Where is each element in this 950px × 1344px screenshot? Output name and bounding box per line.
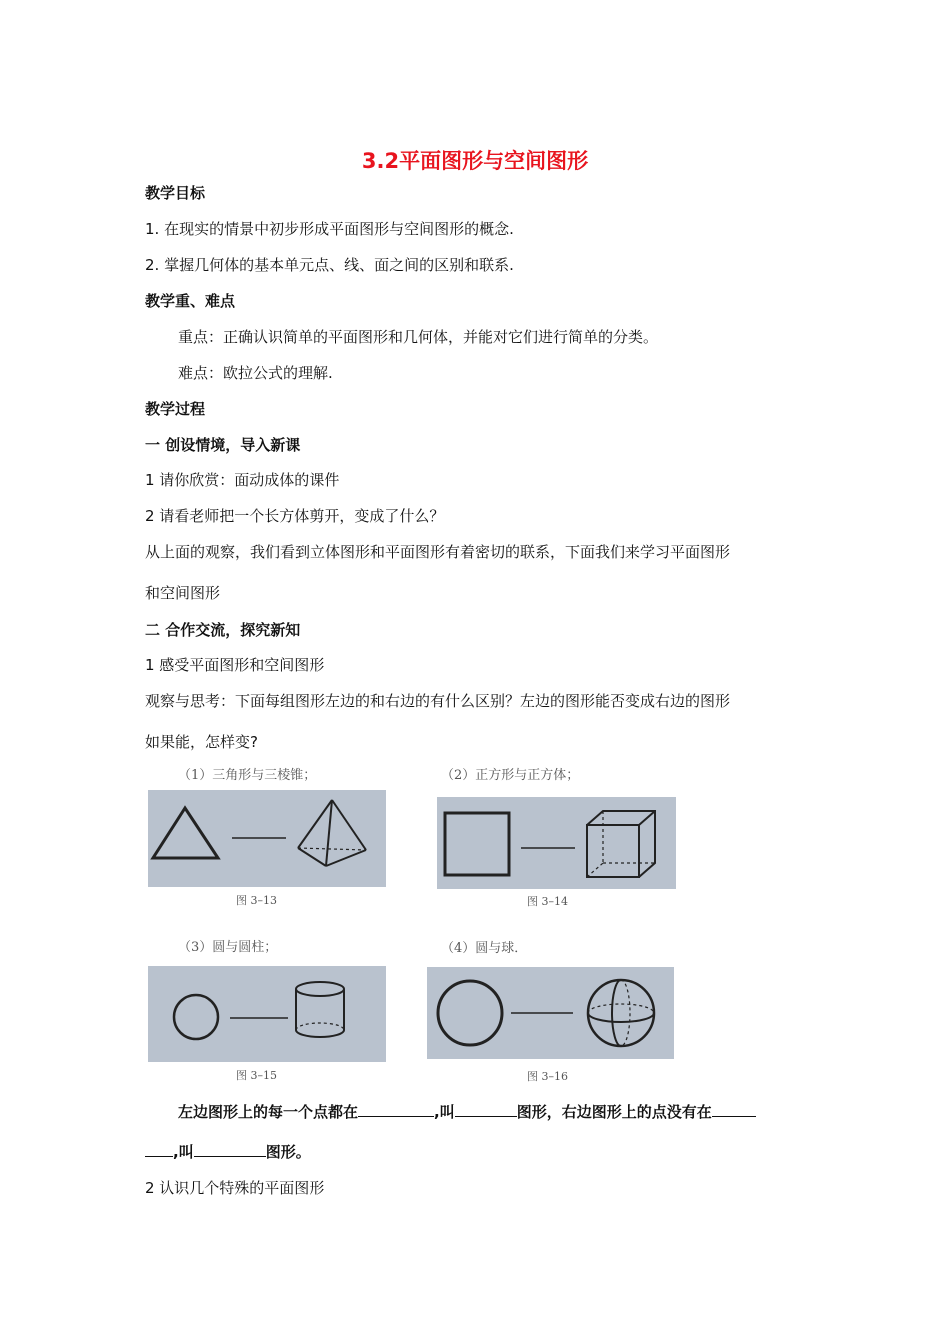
figure-1-caption: （1）三角形与三棱锥； [178,768,317,783]
page-title: 3.2平面图形与空间图形 [361,149,589,173]
cube-icon [587,811,655,877]
sphere-icon [588,980,654,1046]
section-heading-goals: 教学目标 [145,184,206,202]
pyramid-icon [298,800,366,866]
answer-blank-4[interactable] [194,1141,266,1157]
fill-blank-line-2 [145,1141,311,1162]
figure-4-panel [427,967,674,1059]
observation-line-2: 如果能，怎样变? [145,733,258,751]
answer-blank-2[interactable] [455,1101,517,1117]
fill-text-c: 图形，右边图形上的点没有在 [516,1103,712,1121]
figure-2-label: 图 3–14 [527,895,568,908]
circle-icon [438,981,502,1045]
figure-3-label: 图 3–15 [236,1069,277,1082]
part-2-item-2: 2 认识几个特殊的平面图形 [145,1179,325,1197]
part-1-paragraph-line-1: 从上面的观察，我们看到立体图形和平面图形有着密切的联系，下面我们来学习平面图形 [145,543,731,561]
figure-3-panel [148,966,386,1062]
figure-1-label: 图 3–13 [236,894,277,907]
goal-item-1: 1. 在现实的情景中初步形成平面图形与空间图形的概念. [145,220,514,238]
answer-blank-3-continued[interactable] [145,1141,173,1157]
figure-4-caption: （4）圆与球． [441,941,528,956]
figure-4-label: 图 3–16 [527,1070,568,1083]
part-1-heading: 一 创设情境，导入新课 [145,436,301,454]
section-heading-key-points: 教学重、难点 [145,292,236,310]
fill-text-b: ,叫 [434,1103,455,1121]
part-1-paragraph-line-2: 和空间图形 [145,584,221,602]
part-1-item-2: 2 请看老师把一个长方体剪开，变成了什么？ [145,507,445,525]
figure-1-panel [148,790,386,887]
fill-text-e: 图形。 [265,1143,311,1161]
difficulty-text: 难点：欧拉公式的理解. [178,364,333,382]
key-point-text: 重点：正确认识简单的平面图形和几何体，并能对它们进行简单的分类。 [178,328,659,346]
part-2-item-1: 1 感受平面图形和空间图形 [145,656,325,674]
figure-3-caption: （3）圆与圆柱； [178,940,278,955]
goal-item-2: 2. 掌握几何体的基本单元点、线、面之间的区别和联系. [145,256,514,274]
answer-blank-3[interactable] [712,1101,756,1117]
observation-line-1: 观察与思考：下面每组图形左边的和右边的有什么区别？左边的图形能否变成右边的图形 [145,692,731,710]
part-2-heading: 二 合作交流，探究新知 [145,621,301,639]
square-icon [445,813,509,875]
circle-icon [174,995,218,1039]
figure-2-caption: （2）正方形与正方体； [441,768,580,783]
part-1-item-1: 1 请你欣赏：面动成体的课件 [145,471,340,489]
fill-blank-line-1 [178,1101,756,1122]
answer-blank-1[interactable] [358,1101,434,1117]
fill-text-a: 左边图形上的每一个点都在 [178,1103,359,1121]
cylinder-icon [296,982,344,1037]
triangle-icon [153,808,218,858]
section-heading-process: 教学过程 [145,400,206,418]
figure-2-panel [437,797,676,889]
fill-text-d: ,叫 [173,1143,194,1161]
